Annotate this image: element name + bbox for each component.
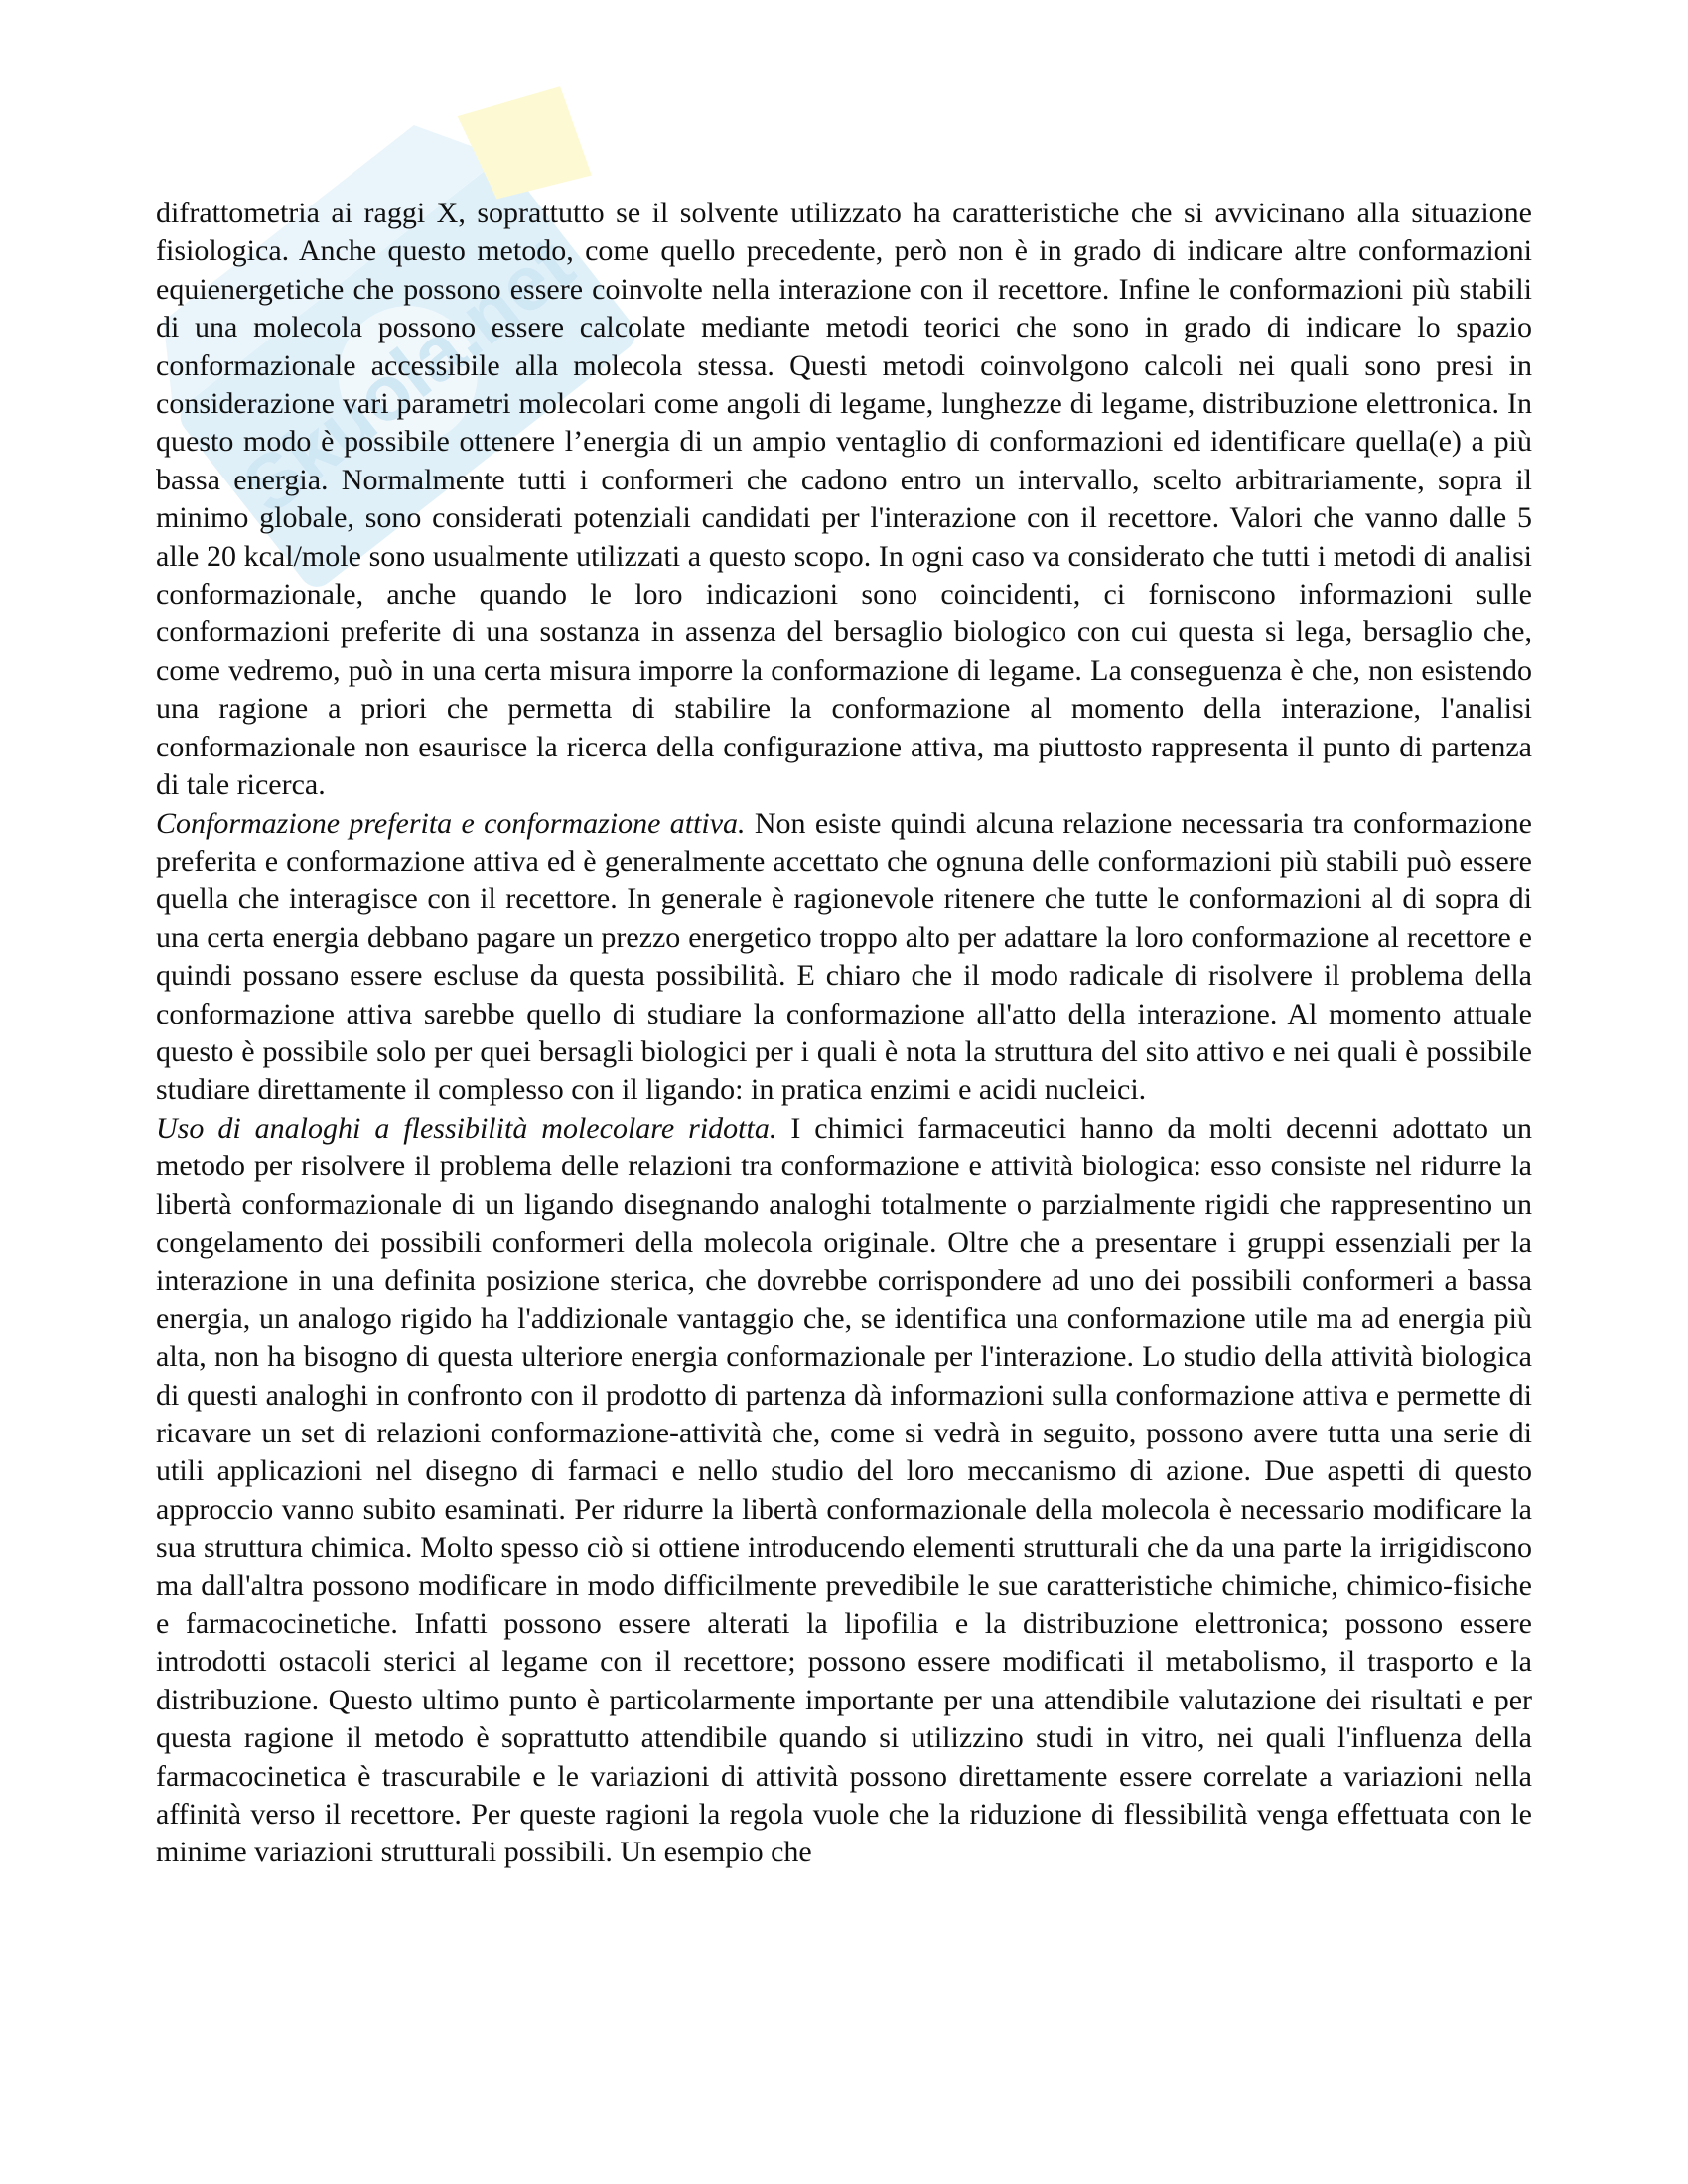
paragraph-text: Non esiste quindi alcuna relazione necessaria tra conformazione preferita e conformazione attiva ed è generalmente accettato che ognuna delle conformazioni più stabili può essere quella che interagisce con il recettore. In generale è ragionevole ritenere che tutte le conformazioni al di sopra di una certa energia debbano pagare un prezzo energetico troppo alto per adattare la loro conformazione al recettore e quindi possano essere escluse da questa possibilità. E chiaro che il modo radicale di risolvere il problema della conformazione attiva sarebbe quello di studiare la conformazione all'atto della interazione. Al momento attuale questo è possibile solo per quei bersagli biologici per i quali è nota la struttura del sito attivo e nei quali è possibile studiare direttamente il complesso con il ligando: in pratica enzimi e acidi nucleici.	[156, 806, 1532, 1107]
document-body	[156, 195, 1532, 1872]
paragraph-text: difrattometria ai raggi X, soprattutto se il solvente utilizzato ha caratteristiche che si avvicinano alla situazione fisiologica. Anche questo metodo, come quello precedente, però non è in grado di indicare altre conformazioni equienergetiche che possono essere coinvolte nella interazione con il recettore. Infine le conformazioni più stabili di una molecola possono essere calcolate mediante metodi teorici che sono in grado di indicare lo spazio conformazionale accessibile alla molecola stessa. Questi metodi coinvolgono calcoli nei quali sono presi in considerazione vari parametri molecolari come angoli di legame, lunghezze di legame, distribuzione elettronica. In questo modo è possibile ottenere l’energia di un ampio ventaglio di conformazioni ed identificare quella(e) a più bassa energia. Normalmente tutti i conformeri che cadono entro un intervallo, scelto arbitrariamente, sopra il minimo globale, sono considerati potenziali candidati per l'interazione con il recettore. Valori che vanno dalle 5 alle 20 kcal/mole sono usualmente utilizzati a questo scopo. In ogni caso va considerato che tutti i metodi di analisi conformazionale, anche quando le loro indicazioni sono coincidenti, ci forniscono informazioni sulle conformazioni preferite di una sostanza in assenza del bersaglio biologico con cui questa si lega, bersaglio che, come vedremo, può in una certa misura imporre la conformazione di legame. La conseguenza è che, non esistendo una ragione a priori che permetta di stabilire la conformazione al momento della interazione, l'analisi conformazionale non esaurisce la ricerca della configurazione attiva, ma piuttosto rappresenta il punto di partenza di tale ricerca.	[156, 197, 1532, 802]
section-lead: Conformazione preferita e conformazione attiva.	[156, 806, 746, 840]
paragraph-text: I chimici farmaceutici hanno da molti decenni adottato un metodo per risolvere il problema delle relazioni tra conformazione e attività biologica: esso consiste nel ridurre la libertà conformazionale di un ligando disegnando analoghi totalmente o parzialmente rigidi che rappresentino un congelamento dei possibili conformeri della molecola originale. Oltre che a presentare i gruppi essenziali per la interazione in una definita posizione sterica, che dovrebbe corrispondere ad uno dei possibili conformeri a bassa energia, un analogo rigido ha l'addizionale vantaggio che, se identifica una conformazione utile ma ad energia più alta, non ha bisogno di questa ulteriore energia conformazionale per l'interazione. Lo studio della attività biologica di questi analoghi in confronto con il prodotto di partenza dà informazioni sulla conformazione attiva e permette di ricavare un set di relazioni conformazione-attività che, come si vedrà in seguito, possono avere tutta una serie di utili applicazioni nel disegno di farmaci e nello studio del loro meccanismo di azione. Due aspetti di questo approccio vanno subito esaminati. Per ridurre la libertà conformazionale della molecola è necessario modificare la sua struttura chimica. Molto spesso ciò si ottiene introducendo elementi strutturali che da una parte la irrigidiscono ma dall'altra possono modificare in modo difficilmente prevedibile le sue caratteristiche chimiche, chimico-fisiche e farmacocinetiche. Infatti possono essere alterati la lipofilia e la distribuzione elettronica; possono essere introdotti ostacoli sterici al legame con il recettore; possono essere modificati il metabolismo, il trasporto e la distribuzione. Questo ultimo punto è particolarmente importante per una attendibile valutazione dei risultati e per questa ragione il metodo è soprattutto attendibile quando si utilizzino studi in vitro, nei quali l'influenza della farmacocinetica è trascurabile e le variazioni di attività possono direttamente essere correlate a variazioni nella affinità verso il recettore. Per queste ragioni la regola vuole che la riduzione di flessibilità venga effettuata con le minime variazioni strutturali possibili. Un esempio che	[156, 1111, 1532, 1869]
section-lead: Uso di analoghi a flessibilità molecolare ridotta.	[156, 1111, 777, 1145]
watermark-brand-text: Skuola.net	[226, 220, 590, 531]
paragraph-rigid-analogues	[156, 1110, 1532, 1872]
paragraph-intro	[156, 195, 1532, 805]
paragraph-preferred-vs-active	[156, 805, 1532, 1110]
